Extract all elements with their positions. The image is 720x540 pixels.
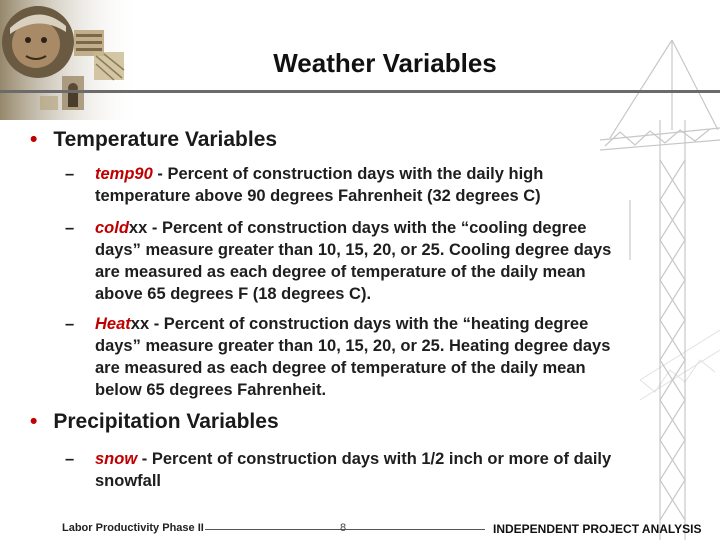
item-description: - Percent of construction days with the “cooling degree days” measure greater than 10, 15, 20, or 25. Cooling degree days are measured as each degree of temperature of the daily mean above 65 degrees F (18 degrees C). <box>95 219 612 303</box>
item-description: - Percent of construction days with the daily high temperature above 90 degrees Fahrenheit (32 degrees C) <box>95 165 544 205</box>
section-heading-precipitation <box>30 410 279 434</box>
item-description: - Percent of construction days with the “heating degree days” measure greater than 10, 15, 20, or 25. Heating degree days are measured as each degree of temperature of the daily mean below 65 degrees Fahrenheit. <box>95 315 611 399</box>
list-item-text <box>95 313 620 401</box>
footer-page-number: 8 <box>340 522 347 534</box>
variable-suffix: xx <box>130 315 150 333</box>
list-item-text <box>95 448 620 492</box>
variable-term: snow <box>95 450 138 468</box>
list-item-temp90 <box>65 163 620 207</box>
footer-company-name: INDEPENDENT PROJECT ANALYSIS <box>493 522 702 536</box>
header-photo-collage-icon <box>0 0 140 120</box>
variable-term: cold <box>95 219 129 237</box>
section-heading-text: Temperature Variables <box>53 128 278 151</box>
dash-icon: – <box>65 219 75 237</box>
dash-icon: – <box>65 315 75 333</box>
bullet-dot-icon: • <box>30 128 38 151</box>
list-item-text <box>95 217 620 305</box>
dash-icon: – <box>65 165 75 183</box>
list-item-coldxx <box>65 217 620 305</box>
item-description: - Percent of construction days with 1/2 inch or more of daily snowfall <box>95 450 612 490</box>
bullet-dot-icon: • <box>30 410 38 433</box>
footer-project-label: Labor Productivity Phase II <box>62 522 204 534</box>
variable-suffix: xx <box>128 219 148 237</box>
section-heading-text: Precipitation Variables <box>53 410 279 433</box>
section-heading-temperature <box>30 128 277 152</box>
variable-term: temp90 <box>95 165 153 183</box>
variable-term: Heat <box>95 315 131 333</box>
list-item-heatxx <box>65 313 620 401</box>
dash-icon: – <box>65 450 75 468</box>
title-divider <box>0 90 720 93</box>
slide-title: Weather Variables <box>273 48 497 78</box>
list-item-snow <box>65 448 620 492</box>
list-item-text <box>95 163 620 207</box>
